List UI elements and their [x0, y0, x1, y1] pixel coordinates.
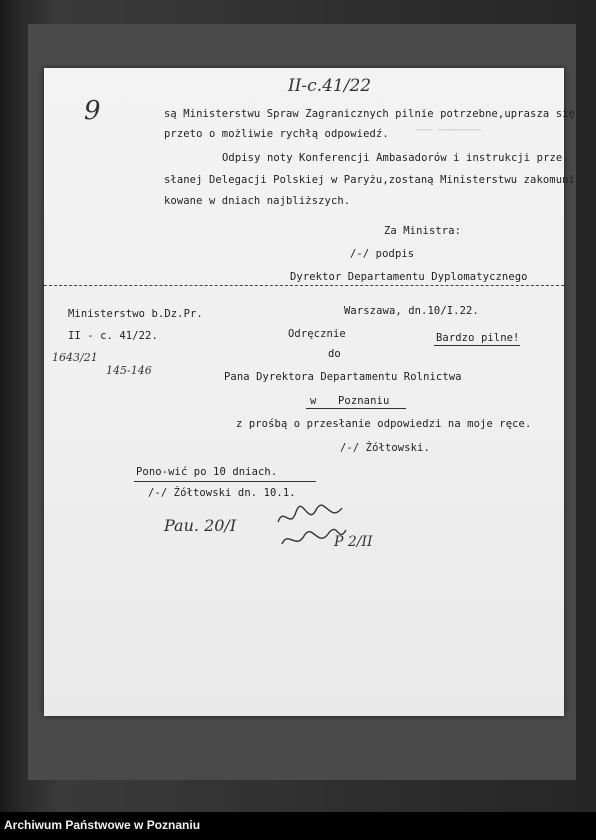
- body-line-3: Odpisy noty Konferencji Ambasadorów i instrukcji prze-: [222, 152, 569, 164]
- footer-note-line-2: /-/ Żółtowski dn. 10.1.: [148, 487, 296, 499]
- body-line-1: są Ministerstwu Spraw Zagranicznych pilnie potrzebne,uprasza się: [164, 108, 575, 120]
- document-page: [44, 68, 582, 716]
- ghost-text: ─── ────────: [416, 126, 482, 136]
- w-label: w: [310, 395, 317, 407]
- handwritten-note-2: P 2/II: [334, 534, 373, 550]
- reference-number: II - c. 41/22.: [68, 330, 158, 342]
- recipient: Pana Dyrektora Departamentu Rolnictwa: [224, 371, 462, 383]
- body-line-4: słanej Delegacji Polskiej w Paryżu,zostaną Ministerstwu zakomuni-: [164, 174, 582, 186]
- footer-note-line-1: Pono-wić po 10 dniach.: [136, 466, 278, 478]
- handwritten-note-1: Pau. 20/I: [164, 516, 237, 535]
- margin-note-1: 1643/21: [52, 351, 98, 364]
- signature-za: Za Ministra:: [384, 225, 462, 237]
- urgent-label: Bardzo pilne!: [436, 332, 520, 344]
- archive-name: Archiwum Państwowe w Poznaniu: [4, 818, 201, 832]
- margin-note-2: 145-146: [106, 364, 152, 377]
- reference-top: II-c.41/22: [288, 76, 372, 96]
- separator-line: [44, 285, 564, 286]
- city: Poznaniu: [338, 395, 390, 407]
- footer-note-underline: [134, 481, 316, 482]
- page-number: 9: [84, 96, 101, 126]
- place-date: Warszawa, dn.10/I.22.: [344, 305, 479, 317]
- signed-name: /-/ Żółtowski.: [340, 442, 430, 454]
- signature-dyrektor: Dyrektor Departamentu Dyplomatycznego: [290, 271, 528, 283]
- city-underline: [306, 408, 406, 409]
- body-line-2: przeto o możliwie rychłą odpowiedź.: [164, 128, 389, 140]
- request-line: z prośbą o przesłanie odpowiedzi na moje ręce.: [236, 418, 532, 430]
- ministry-label: Ministerstwo b.Dz.Pr.: [68, 308, 203, 320]
- odrecznie-label: Odręcznie: [288, 328, 346, 340]
- do-label: do: [328, 348, 341, 360]
- signature-podpis: /-/ podpis: [350, 248, 415, 260]
- archive-footer: [0, 812, 596, 840]
- body-line-5: kowane w dniach najbliższych.: [164, 195, 351, 207]
- urgent-underline: [434, 345, 520, 346]
